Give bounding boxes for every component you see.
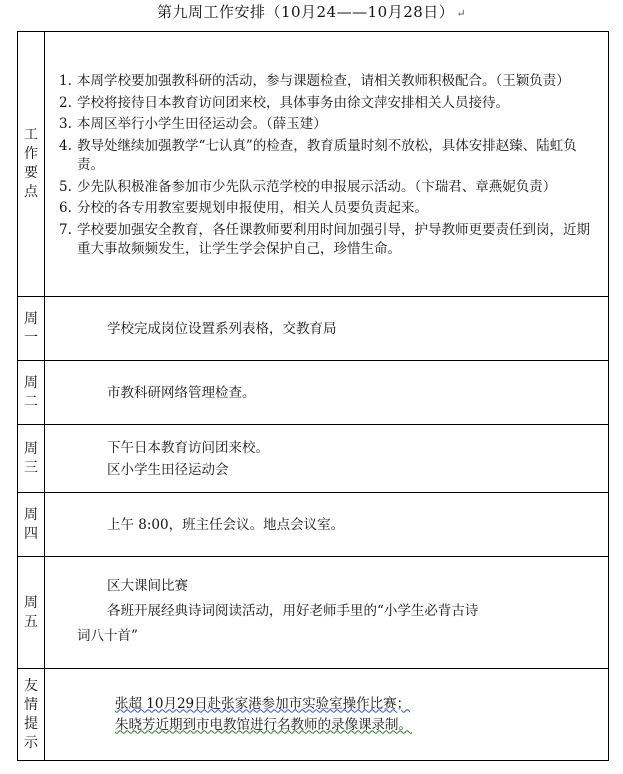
list-item — [59, 199, 602, 219]
friday-line: 词八十首” — [77, 628, 138, 644]
reminder-cell — [45, 669, 609, 761]
reminder-line: 张超 10月29日赴张家港参加市实验室操作比赛； — [115, 695, 411, 712]
row-label-thursday — [18, 493, 45, 557]
label-char: 友 — [24, 677, 38, 694]
monday-line: 学校完成岗位设置系列表格，交教育局 — [107, 320, 337, 337]
table-row-thursday — [18, 493, 609, 557]
item-text: 学校要加强安全教育，各任课教师要利用时间加强引导，护导教师更要责任到岗，近期重大事故频频发生，让学生学会保护自己，珍惜生命。 — [77, 221, 590, 258]
label-char: 示 — [24, 734, 38, 751]
thursday-line: 上午 8:00，班主任会议。地点会议室。 — [107, 516, 345, 533]
table-row-tuesday — [18, 361, 609, 425]
thursday-cell — [45, 493, 609, 557]
table-row-friday — [18, 557, 609, 669]
item-number: 5. — [59, 178, 72, 195]
row-label-tuesday — [18, 361, 45, 425]
list-item — [59, 178, 602, 198]
table-row-wednesday — [18, 425, 609, 493]
item-text: 少先队积极准备参加市少先队示范学校的申报展示活动。（卞瑞君、章燕妮负责） — [77, 178, 557, 195]
list-item — [59, 72, 602, 92]
wednesday-line: 下午日本教育访问团来校。 — [107, 439, 269, 456]
item-text: 学校将接待日本教育访问团来校，具体事务由徐文萍安排相关人员接待。 — [77, 94, 509, 111]
row-label-key-points — [18, 32, 45, 297]
wednesday-cell — [45, 425, 609, 493]
item-number: 2. — [59, 94, 72, 111]
friday-line: 区大课间比赛 — [107, 578, 188, 594]
label-char: 五 — [24, 613, 38, 630]
label-char: 要 — [24, 165, 38, 181]
row-label-reminder — [18, 669, 45, 761]
item-text: 分校的各专用教室要规划申报使用，相关人员要负责起来。 — [77, 200, 428, 217]
reminder-line: 朱晓芳近期到市电教馆进行名教师的录像课录制。 — [115, 716, 412, 733]
item-number: 1. — [59, 73, 72, 90]
list-item — [59, 221, 602, 260]
label-char: 一 — [24, 329, 38, 346]
friday-cell — [45, 557, 609, 669]
label-char: 情 — [24, 696, 38, 713]
item-text: 教导处继续加强教学“七认真”的检查，教育质量时刻不放松，具体安排赵臻、陆虹负责。 — [77, 137, 577, 174]
list-item — [59, 115, 602, 135]
label-char: 周 — [24, 440, 38, 457]
title-text: 第九周工作安排（10月24——10月28日） — [156, 3, 455, 21]
label-char: 周 — [24, 506, 38, 523]
key-points-cell — [45, 32, 609, 297]
row-label-wednesday — [18, 425, 45, 493]
label-char: 二 — [24, 393, 38, 410]
list-item — [59, 94, 602, 114]
monday-cell — [45, 297, 609, 361]
tuesday-line: 市教科研网络管理检查。 — [107, 384, 256, 401]
tuesday-cell — [45, 361, 609, 425]
row-label-friday — [18, 557, 45, 669]
table-row-reminder — [18, 669, 609, 761]
key-points-list — [45, 62, 608, 266]
label-char: 周 — [24, 374, 38, 391]
item-number: 3. — [59, 116, 72, 133]
label-char: 周 — [24, 310, 38, 327]
wednesday-line: 区小学生田径运动会 — [107, 461, 229, 478]
schedule-table — [17, 31, 609, 761]
page-title — [0, 2, 623, 24]
label-char: 提 — [24, 715, 38, 732]
friday-line: 各班开展经典诗词阅读活动，用好老师手里的“小学生必背古诗 — [107, 603, 479, 619]
label-char: 作 — [24, 146, 38, 162]
label-char: 工 — [24, 127, 38, 143]
row-label-monday — [18, 297, 45, 361]
label-char: 四 — [24, 525, 38, 542]
label-char: 三 — [24, 459, 38, 476]
item-text: 本周区举行小学生田径运动会。（薛玉建） — [77, 116, 327, 133]
item-text: 本周学校要加强教科研的活动，参与课题检查，请相关教师积极配合。（王颖负责） — [77, 73, 570, 90]
label-char: 点 — [24, 184, 38, 200]
item-number: 7. — [59, 221, 72, 238]
paragraph-mark-icon: ↵ — [456, 7, 467, 20]
table-row-monday — [18, 297, 609, 361]
table-row-key-points — [18, 32, 609, 297]
label-char: 周 — [24, 594, 38, 611]
item-number: 4. — [59, 137, 72, 154]
item-number: 6. — [59, 200, 72, 217]
list-item — [59, 137, 602, 176]
